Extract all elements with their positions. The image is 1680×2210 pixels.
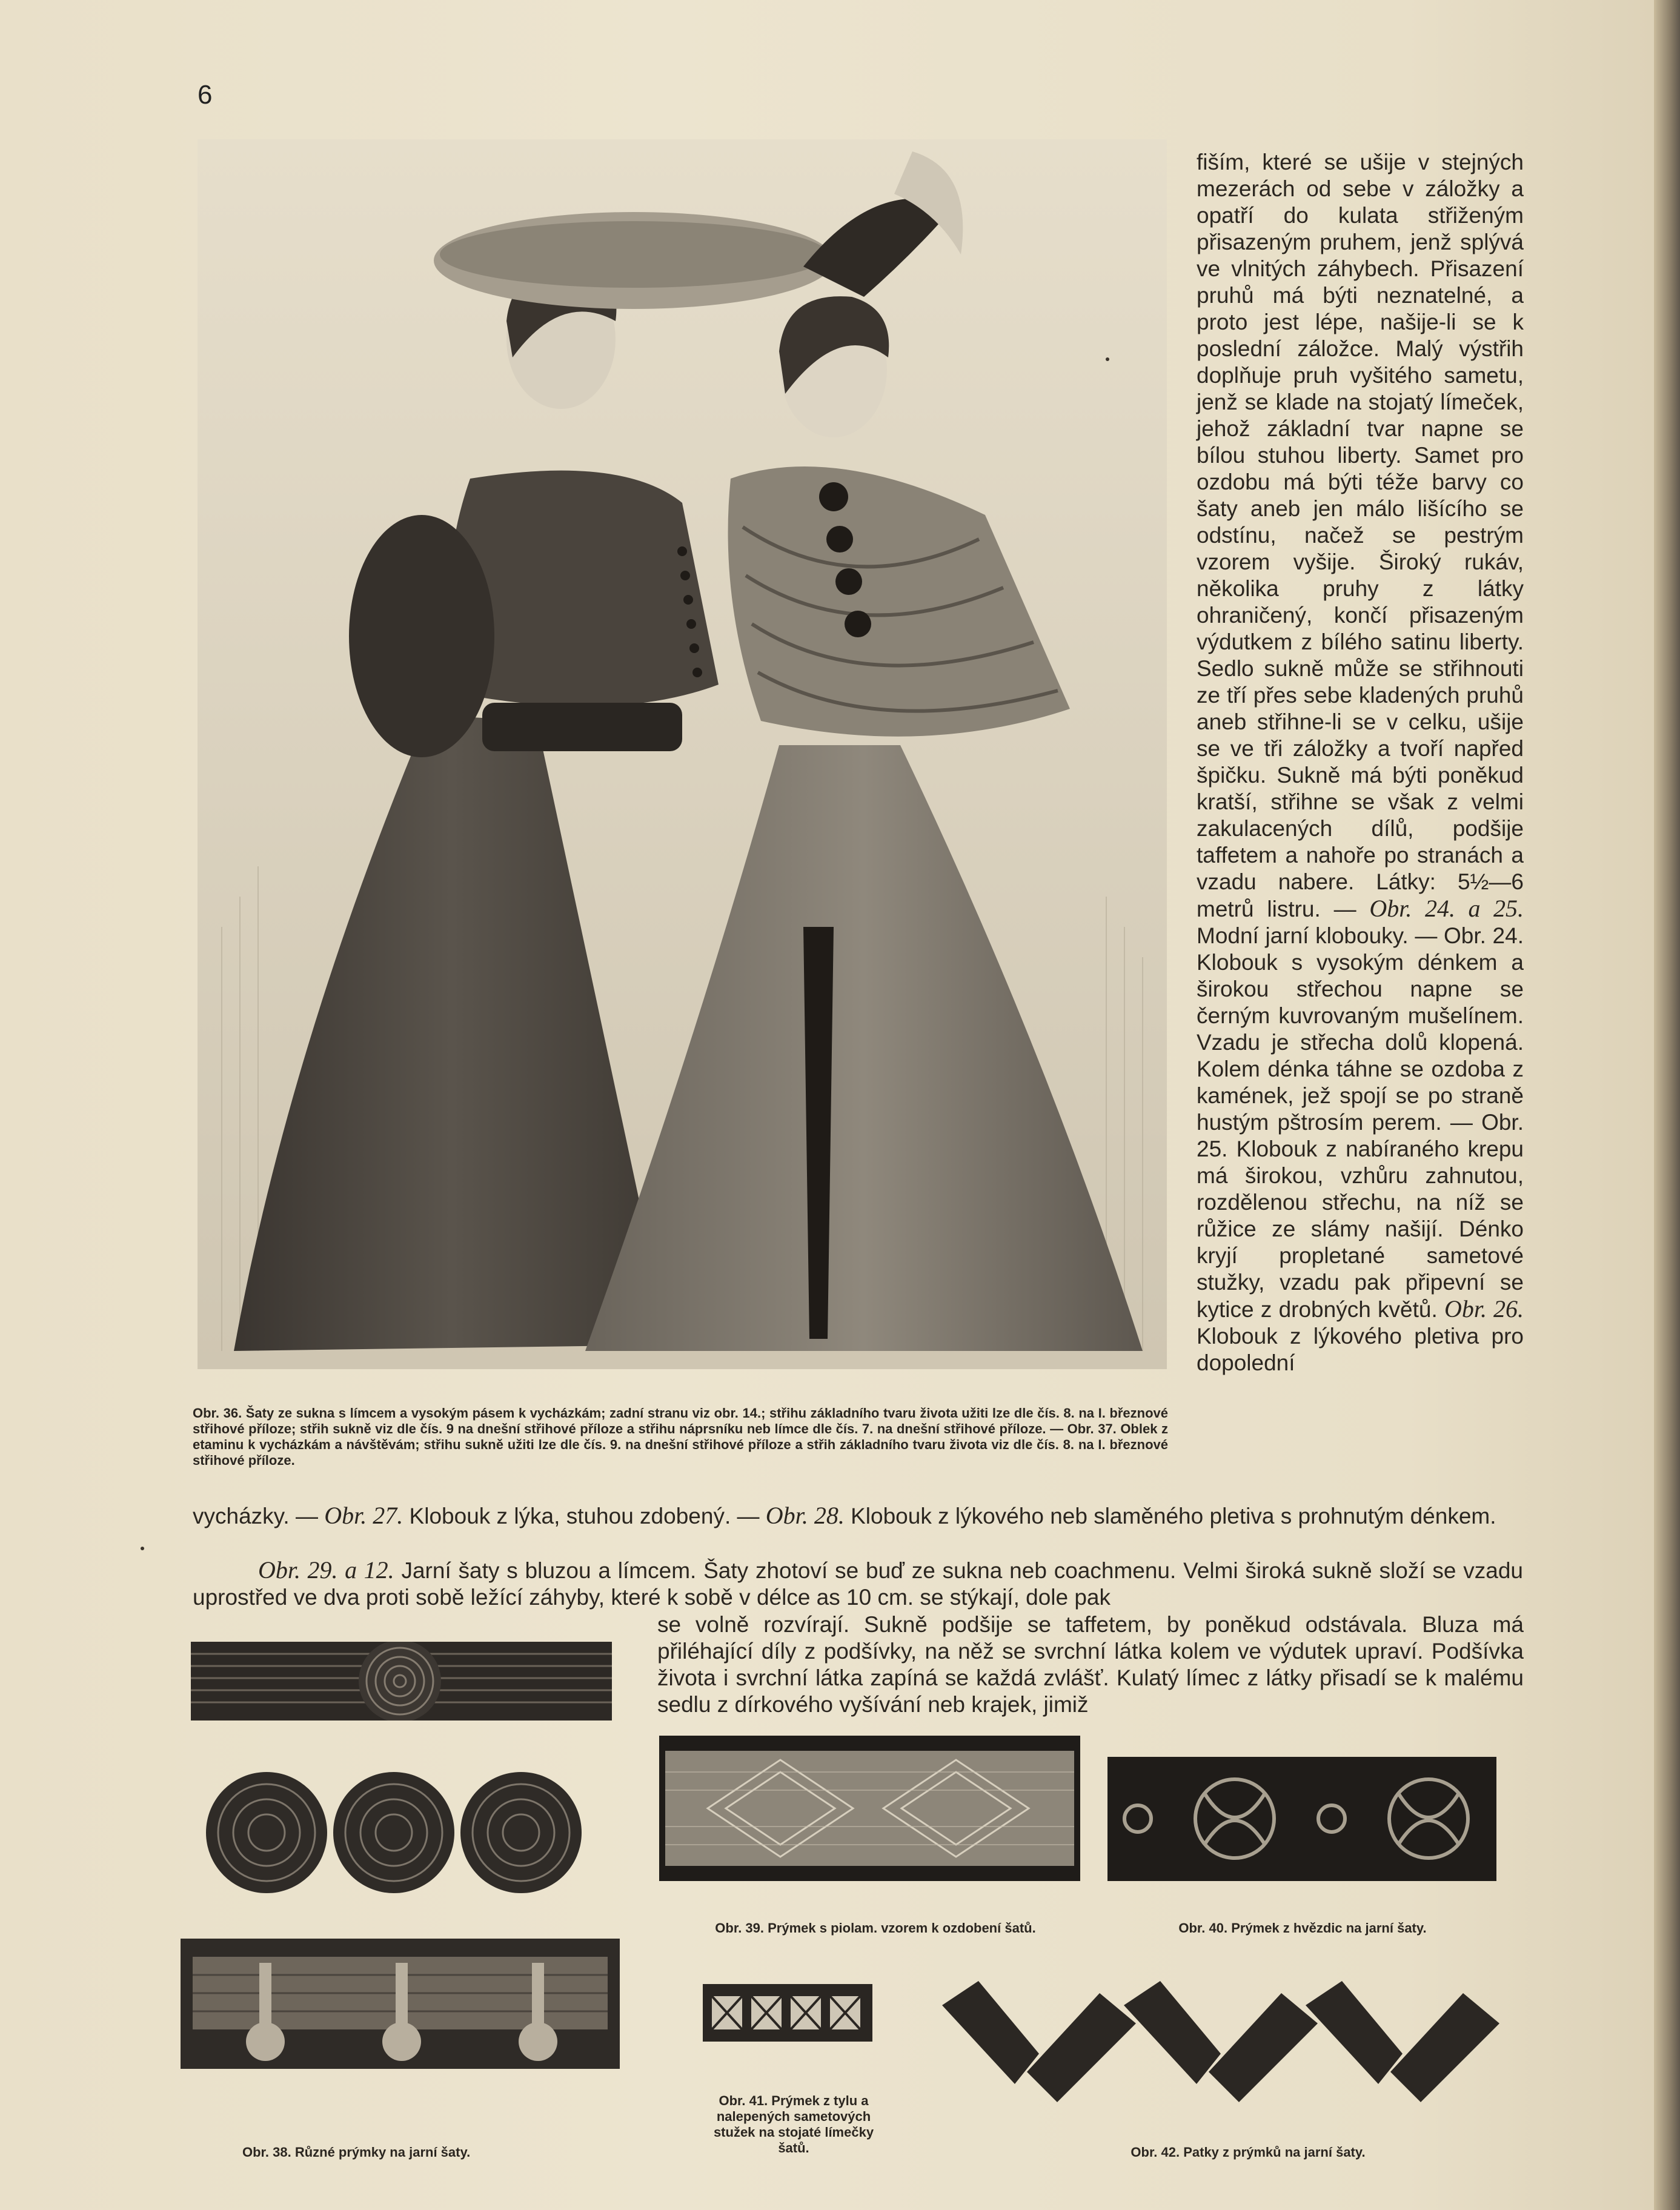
fig42-ribbon-tabs xyxy=(942,1981,1499,2114)
two-women-illustration xyxy=(198,139,1167,1369)
right-column-text xyxy=(1197,149,1524,1376)
fig38-band-drawing xyxy=(191,1642,612,1721)
right-column-part-3: Klobouk z lýkového pletiva pro dopolední xyxy=(1197,1324,1524,1375)
full-part-1b: Klobouk z lýka, stuhou zdobený. — xyxy=(403,1504,766,1528)
fig40-drawing xyxy=(1107,1757,1496,1881)
ref-obr-27: Obr. 27. xyxy=(324,1502,403,1529)
caption-fig36: Obr. 36. Šaty ze sukna s límcem a vysokým pásem k vycházkám; zadní stranu viz obr. 14.; střihu základního tvaru života užiti lze dle čís. 8. na I. březnové střihové příloze; střih sukně viz dle čís. 9 na dnešní střihové příloze a střihu náprsníku neb límce dle čís. 7. na dnešní střihové příloze. — Obr. 37. Oblek z etaminu k vycházkám a návštěvám; střihu sukně užiti lze dle čís. 9. na dnešní střihové příloze a střih základního tvaru života viz dle čís. 8. na I. březnové střihové příloze. xyxy=(193,1405,1168,1468)
caption-fig39: Obr. 39. Prýmek s piolam. vzorem k ozdobení šatů. xyxy=(715,1920,1036,1936)
fig39-lace-trim xyxy=(659,1736,1080,1881)
print-speck xyxy=(141,1547,144,1550)
fig38-tabs-drawing xyxy=(181,1939,620,2069)
ref-obr-24-25: Obr. 24. a 25. xyxy=(1369,895,1524,922)
fig40-star-trim xyxy=(1107,1757,1496,1881)
right-column-part-1: fiším, které se ušije v stejných mezerách od sebe v záložky a opatří do kulata střiženým přisazeným pruhem, jenž splývá ve vlnitých záhybech. Přisazení pruhů má býti neznatelné, a proto jest lépe, našije-li se k poslední záložce. Malý výstřih doplňuje pruh vyšitého sametu, jenž se klade na stojatý límeček, jehož základní tvar napne se bílou stuhou liberty. Samet pro ozdobu má býti téže barvy co šaty aneb jen málo lišícího se odstínu, načež se pestrým vzorem vyšije. Široký rukáv, několika pruhy z látky ohraničený, končí přisazeným výdutkem z bílého satinu liberty. Sedlo sukně může se střihnouti ze tří přes sebe kladených pruhů aneb střihne-li se v celku, ušije se ve tři záložky a tvoří napřed špičku. Sukně má býti poněkud kratší, střihne se však z velmi zakulacených dílů, podšije taffetem a nahoře po stranách a vzadu nabere. Látky: 5½—6 metrů listru. — xyxy=(1197,150,1524,921)
book-spine-edge xyxy=(1654,0,1680,2210)
ref-obr-29-12: Obr. 29. a 12. xyxy=(258,1556,394,1584)
caption-fig41: Obr. 41. Prýmek z tylu a nalepených sametových stužek na stojaté límečky šatů. xyxy=(713,2093,874,2155)
page-number: 6 xyxy=(198,80,213,110)
main-illustration xyxy=(198,139,1167,1369)
fig38-tab-band xyxy=(181,1939,620,2069)
caption-fig42: Obr. 42. Patky z prýmků na jarní šaty. xyxy=(1131,2145,1366,2160)
ref-obr-28: Obr. 28. xyxy=(765,1502,845,1529)
paragraph-narrow-column: se volně rozvírají. Sukně podšije se taffetem, by poněkud odstávala. Bluza má přiléhající díly z podšívky, na něž se svrchní látka kolem ve výdutek upraví. Podšívka života i svrchní látka zapíná se každá zvlášť. Kulatý límec z látky přisadí se k malému sedlu z dírkového vyšívání neb krajek, jimiž xyxy=(657,1612,1524,1717)
fig38-coiled-discs xyxy=(200,1772,591,1893)
ref-obr-26: Obr. 26. xyxy=(1444,1295,1524,1322)
fig41-drawing xyxy=(703,1984,872,2042)
fig38-trim-band xyxy=(191,1642,612,1721)
caption-fig40: Obr. 40. Prýmek z hvězdic na jarní šaty. xyxy=(1178,1920,1427,1936)
paragraph-spring-dress xyxy=(193,1557,1523,1611)
fig42-drawing xyxy=(942,1981,1499,2114)
caption-fig38: Obr. 38. Různé prýmky na jarní šaty. xyxy=(242,2145,471,2160)
print-speck xyxy=(1106,357,1109,361)
fig41-tulle-trim xyxy=(703,1984,872,2042)
full-part-1a: vycházky. — xyxy=(193,1504,325,1528)
full-part-1c: Klobouk z lýkového neb slaměného pletiva s prohnutým dénkem. xyxy=(844,1504,1496,1528)
full-part-2: Jarní šaty s bluzou a límcem. Šaty zhotoví se buď ze sukna neb coachmenu. Velmi široká sukně složí se vzadu uprostřed ve dva proti sobě ležící záhyby, které k sobě v délce as 10 cm. se stýkají, dole pak xyxy=(193,1558,1524,1610)
paragraph-hats-continued xyxy=(193,1502,1523,1530)
right-column-part-2: Modní jarní klobouky. — Obr. 24. Klobouk s vysokým dénkem a širokou střechou napne se černým kuvrovaným mušelínem. Vzadu je střecha dolů klopená. Kolem dénka táhne se ozdoba z kamének, jež spojí se po straně hustým pštrosím perem. — Obr. 25. Klobouk z nabíraného krepu má širokou, vzhůru zahnutou, rozdělenou střechu, na níž se růžice ze slámy našijí. Dénko kryjí propletané sametové stužky, vzadu pak připevní se kytice z drobných květů. xyxy=(1197,923,1524,1322)
fig38-discs-drawing xyxy=(200,1772,591,1893)
fig39-drawing xyxy=(659,1736,1080,1881)
